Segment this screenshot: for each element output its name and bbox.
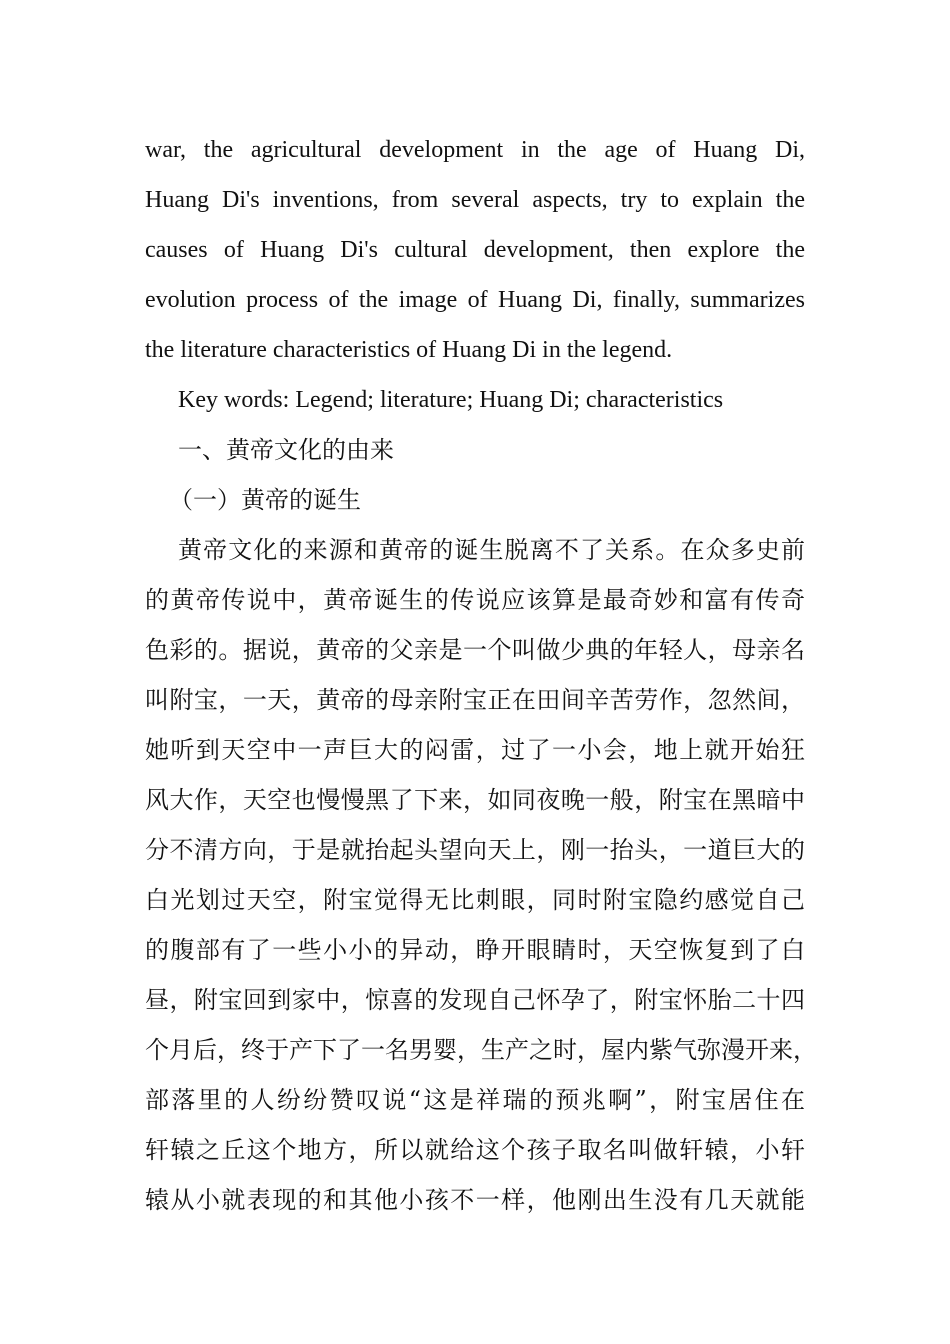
body-line: 昼，附宝回到家中，惊喜的发现自己怀孕了，附宝怀胎二十四: [145, 986, 805, 1014]
abstract-line-last: the literature characteristics of Huang Di in the legend.: [145, 337, 673, 363]
body-line: 叫附宝，一天，黄帝的母亲附宝正在田间辛苦劳作，忽然间，: [145, 686, 805, 714]
abstract-line: Huang Di's inventions, from several aspects, try to explain the: [145, 187, 805, 213]
body-line: 的腹部有了一些小小的异动，睁开眼睛时，天空恢复到了白: [145, 936, 805, 964]
abstract-line: evolution process of the image of Huang Di, finally, summarizes: [145, 287, 805, 313]
body-line: 的黄帝传说中，黄帝诞生的传说应该算是最奇妙和富有传奇: [145, 586, 805, 614]
body-line: 分不清方向，于是就抬起头望向天上，刚一抬头，一道巨大的: [145, 836, 805, 864]
body-line: 风大作，天空也慢慢黑了下来，如同夜晚一般，附宝在黑暗中: [145, 786, 805, 814]
body-line: 白光划过天空，附宝觉得无比刺眼，同时附宝隐约感觉自己: [145, 886, 805, 914]
subsection-heading: （一）黄帝的诞生: [169, 486, 361, 514]
section-heading: 一、黄帝文化的由来: [178, 436, 394, 464]
body-line: 色彩的。据说，黄帝的父亲是一个叫做少典的年轻人，母亲名: [145, 636, 805, 664]
body-line: 部落里的人纷纷赞叹说“这是祥瑞的预兆啊”，附宝居住在: [145, 1086, 805, 1114]
page-content: [145, 125, 817, 1225]
body-line: 她听到天空中一声巨大的闷雷，过了一小会，地上就开始狂: [145, 736, 805, 764]
abstract-line: causes of Huang Di's cultural development, then explore the: [145, 237, 805, 263]
body-line: 轩辕之丘这个地方，所以就给这个孩子取名叫做轩辕，小轩: [145, 1136, 805, 1164]
abstract-line: war, the agricultural development in the age of Huang Di,: [145, 137, 805, 163]
body-line: 个月后，终于产下了一名男婴，生产之时，屋内紫气弥漫开来，: [145, 1036, 817, 1064]
body-line: 黄帝文化的来源和黄帝的诞生脱离不了关系。在众多史前: [178, 536, 805, 564]
body-line: 辕从小就表现的和其他小孩不一样，他刚出生没有几天就能: [145, 1186, 805, 1214]
keywords: Key words: Legend; literature; Huang Di; characteristics: [178, 387, 724, 413]
